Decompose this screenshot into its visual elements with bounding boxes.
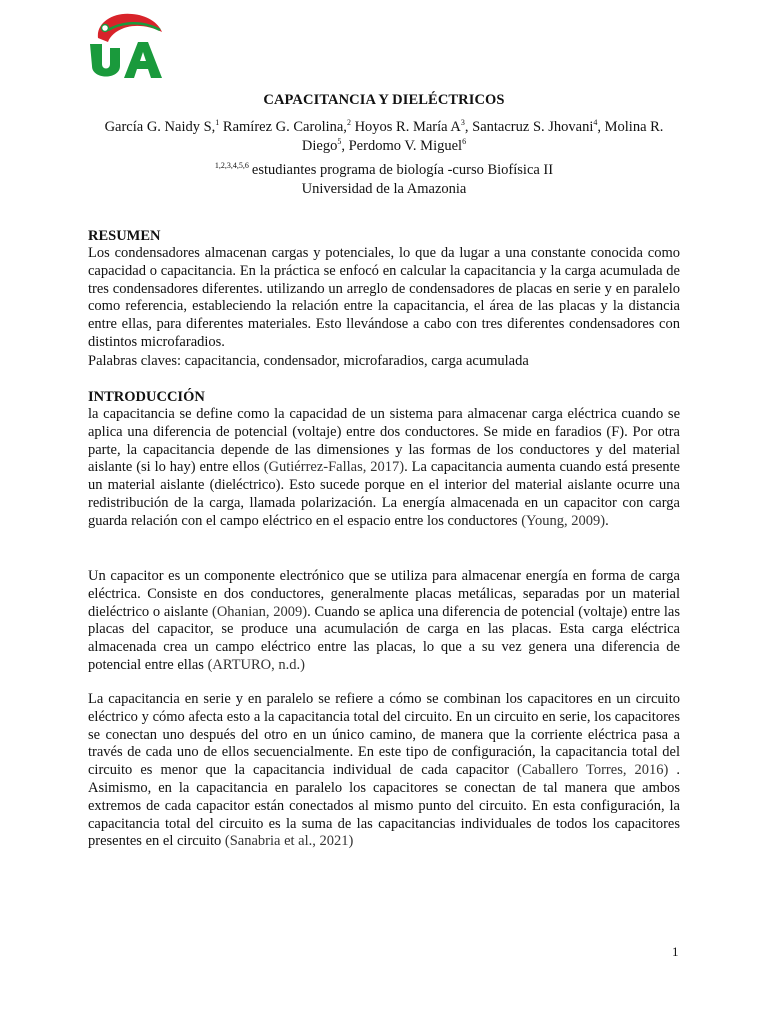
citation: (Caballero Torres, 2016) [517,762,669,779]
text-run: . Asimismo, en la capacitancia en paralelo los capacitores se conectan de tal manera que ambos extremos de cada capacitor están conectados al mismo punto del circuito. En esta configuración, la capacitancia total del circuito es la suma de las capacitancias individuales de todos los capacitores presentes en el circuito [88,762,681,850]
citation: (ARTURO, n.d.) [207,656,305,673]
paper-title: CAPACITANCIA Y DIELÉCTRICOS [263,92,505,108]
affiliation-numbers: 1,2,3,4,5,6 [214,161,249,170]
introduccion-heading: INTRODUCCIÓN [88,389,205,405]
author-sup: 5 [337,137,342,146]
logo-letter-a [124,42,162,78]
text-run: la capacitancia se define como la capacidad de un sistema para almacenar carga eléctrica cuando se aplica una diferencia de potencial (voltaje) entre dos conductores. Se mide en faradios (F). Por otra parte, la capacitancia depende de las dimensiones y las formas de los conductores y del material aislante (si lo hay) entre ellos [88,406,680,476]
author-block [88,118,680,199]
text-run: . Cuando se aplica una diferencia de potencial (voltaje) entre las placas del capacitor, se produce una acumulación de carga en las placas. Esta carga eléctrica almacenada crea un campo eléctrico entre las placas, lo que a su vez genera una diferencia de potencial entre ellas [88,603,680,673]
intro-paragraph-2 [88,568,680,675]
logo-eye [102,25,109,32]
page-number: 1 [672,944,679,959]
author-name: García G. Naidy S, [104,119,216,135]
resumen-heading: RESUMEN [88,228,161,244]
text-run: Un capacitor es un componente electrónico que se utiliza para almacenar energía en forma de carga eléctrica. Consiste en dos conductores, generalmente placas metálicas, separadas por un material dieléctrico o aislante [88,568,680,620]
author-name: , Santacruz S. Jhovani [464,119,594,135]
citation: (Sanabria et al., 2021) [224,833,354,850]
author-sup: 6 [462,137,467,146]
keywords-line: Palabras claves: capacitancia, condensador, microfaradios, carga acumulada [88,353,529,369]
text-run: . [605,512,609,529]
author-sup: 3 [460,118,465,127]
author-sup: 2 [346,118,351,127]
affiliation-text: estudiantes programa de biología -curso Biofísica II [251,162,554,178]
citation: (Gutiérrez-Fallas, 2017) [263,459,405,476]
intro-paragraph-3 [88,691,680,851]
university-name: Universidad de la Amazonia [301,181,467,197]
citation: (Ohanian, 2009) [211,603,308,620]
author-sup: 1 [215,118,220,127]
university-logo [88,8,164,82]
author-name: , Perdomo V. Miguel [341,138,463,154]
logo-letter-u [90,44,120,77]
text-run: La capacitancia en serie y en paralelo se refiere a cómo se combinan los capacitores en un circuito eléctrico y cómo afecta esto a la capacitancia total del circuito. En un circuito en serie, los capacitores se conectan uno después del otro en un único camino, de manera que la corriente eléctrica pasa a través de cada uno de ellos secuencialmente. En este tipo de configuración, la capacitancia total del circuito es menor que la capacitancia individual de cada capacitor [88,691,680,779]
author-name: Hoyos R. María A [350,119,461,135]
citation: (Young, 2009) [521,512,606,529]
text-run: . La capacitancia aumenta cuando está presente un material aislante (dieléctrico). Esto sucede porque en el interior del material aislante ocurre una redistribución de la carga, llamada polarización. La energía almacenada en un capacitor con carga guarda relación con el campo eléctrico en el espacio entre los conductores [88,459,680,529]
author-sup: 4 [593,118,598,127]
affiliation [88,156,680,180]
resumen-body: Los condensadores almacenan cargas y potenciales, lo que da lugar a una constante conocida como capacidad o capacitancia. En la práctica se enfocó en calcular la capacitancia y la carga acumulada de tres condensadores diferentes. utilizando un arreglo de condensadores de placas en serie y en paralelo como referencia, estableciendo la relación entre la capacitancia, el área de las placas y la distancia entre ellas, para diferentes materiales. Esto llevándose a cabo con tres diferentes condensadores con distintos microfaradios. [88,245,680,350]
intro-paragraph-1 [88,406,680,531]
author-list [88,118,680,156]
author-name: Ramírez G. Carolina, [219,119,347,135]
author-name: , Molina R. Diego [301,119,664,154]
